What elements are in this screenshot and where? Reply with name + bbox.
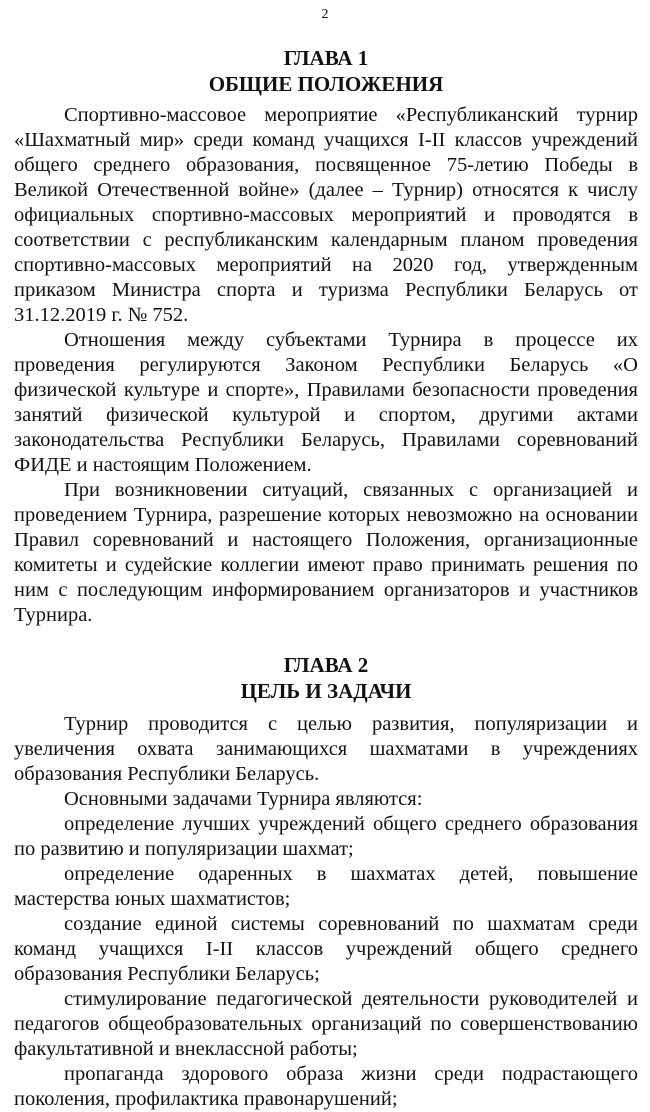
chapter-1-paragraph-2: Отношения между субъектами Турнира в процессе их проведения регулируются Законом Республики Беларусь «О физической культуре и спорте», Правилами безопасности проведения занятий физической культурой и спортом, другими актами законодательства Республики Беларусь, Правилами соревнований ФИДЕ и настоящим Положением. <box>14 329 638 476</box>
chapter-1-title: ОБЩИЕ ПОЛОЖЕНИЯ <box>208 72 444 96</box>
chapter-1-number: ГЛАВА 1 <box>283 46 369 70</box>
chapter-2-task-4: стимулирование педагогической деятельности руководителей и педагогов общеобразовательных организаций по совершенствованию факультативной и внеклассной работы; <box>14 988 638 1060</box>
chapter-2-task-5: пропаганда здорового образа жизни среди подрастающего поколения, профилактика правонарушений; <box>14 1063 638 1110</box>
chapter-2-task-3: создание единой системы соревнований по шахматам среди команд учащихся I-II классов учреждений общего среднего образования Республики Беларусь; <box>14 913 638 985</box>
chapter-2-paragraph-1: Турнир проводится с целью развития, популяризации и увеличения охвата занимающихся шахматами в учреждениях образования Республики Беларусь. <box>14 713 638 785</box>
chapter-2-paragraph-2: Основными задачами Турнира являются: <box>64 788 423 810</box>
chapter-2-heading <box>14 652 638 704</box>
page-number: 2 <box>321 7 329 22</box>
document-body <box>14 45 638 1112</box>
chapter-1-paragraph-1: Спортивно-массовое мероприятие «Республиканский турнир «Шахматный мир» среди команд учащихся I-II классов учреждений общего среднего образования, посвященное 75-летию Победы в Великой Отечественной войне» (далее – Турнир) относятся к числу официальных спортивно-массовых мероприятий и проводятся в соответствии с республиканским календарным планом проведения спортивно-массовых мероприятий на 2020 год, утвержденным приказом Министра спорта и туризма Республики Беларусь от 31.12.2019 г. № 752. <box>14 104 638 326</box>
chapter-1-paragraph-3: При возникновении ситуаций, связанных с организацией и проведением Турнира, разрешение которых невозможно на основании Правил соревнований и настоящего Положения, организационные комитеты и судейские коллегии имеют право принимать решения по ним с последующим информированием организаторов и участников Турнира. <box>14 479 638 626</box>
chapter-2-title: ЦЕЛЬ И ЗАДАЧИ <box>240 679 412 703</box>
chapter-1-heading <box>14 45 638 97</box>
chapter-2-number: ГЛАВА 2 <box>283 653 369 677</box>
chapter-2-task-2: определение одаренных в шахматах детей, повышение мастерства юных шахматистов; <box>14 863 638 910</box>
chapter-2-task-1: определение лучших учреждений общего среднего образования по развитию и популяризации шахмат; <box>14 813 638 860</box>
